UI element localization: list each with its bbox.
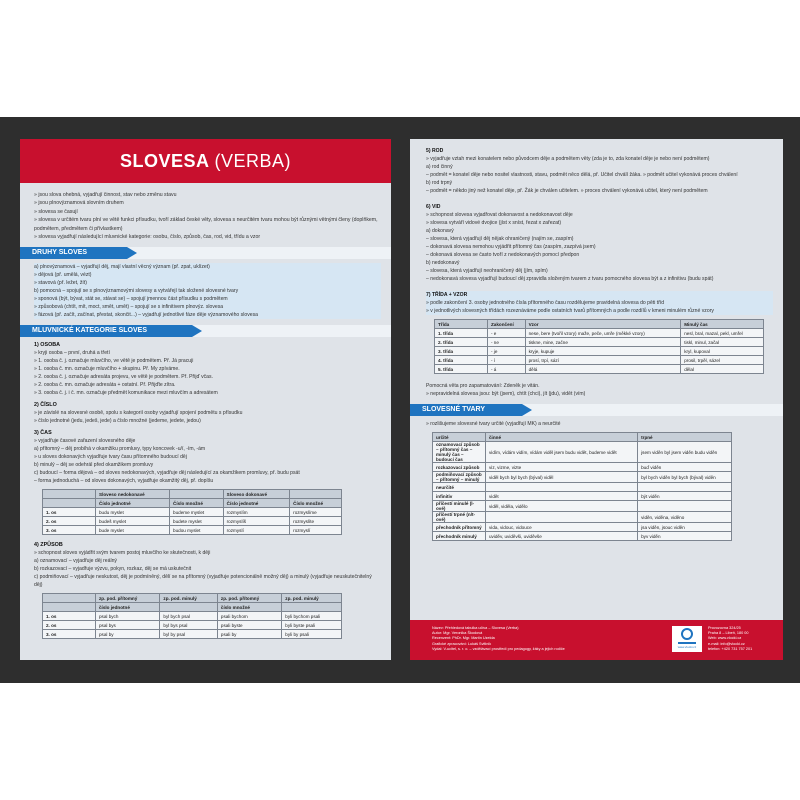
table-cell: rozmyslím: [223, 508, 290, 517]
table-cell: 1. os: [43, 508, 96, 517]
table-cell: - e: [488, 329, 526, 338]
text-line: » schopnost slovesa vyjadřovat dokonavost a nedokonavost děje: [426, 212, 573, 218]
text-line: » 2. osoba č. j. označuje adresáta projevu, ve větě je podmětem. Př. Přijď včas.: [34, 374, 213, 381]
table-cell: - je: [488, 347, 526, 356]
text-line: » slovesa vyjadřují následující mluvnické kategorie: osobu, číslo, způsob, čas, rod, vid, třídu a vzor: [34, 234, 261, 241]
table-cell: psal by: [96, 630, 160, 639]
table-cell: budete myslet: [170, 517, 224, 526]
mnemonic-note: [426, 382, 773, 398]
publisher-logo: [672, 626, 702, 652]
text-line: Autor: Mgr. Veronika Škodová: [432, 631, 483, 636]
verb-forms-table: [432, 432, 732, 541]
table-row: [435, 329, 764, 338]
left-page: [20, 139, 391, 660]
table-cell: Číslo jednotné: [223, 499, 290, 508]
table-row: [433, 501, 732, 512]
text-line: – slovesa, která vyjadřují neohraničený děj (jím, spím): [426, 268, 548, 274]
table-row: [433, 442, 732, 463]
logo-circle-icon: [681, 628, 693, 640]
table-row: [433, 512, 732, 523]
text-line: a) oznamovací – vyjadřuje děj reálný: [34, 558, 117, 565]
table-cell: [170, 490, 224, 499]
text-line: Web: www.vlocki.cz: [708, 636, 742, 641]
text-line: » vyjadřuje vztah mezi konatelem nebo původcem děje a podmětem věty (zda je to, zda konatel děje je nebo není podmětem): [426, 156, 710, 162]
table-cell: budeme myslet: [170, 508, 224, 517]
table-cell: 2. třída: [435, 338, 488, 347]
tvary-intro: » rozlišujeme slovesné tvary určité (vyjadřují MK) a neurčité: [426, 421, 561, 427]
section-tvary: [410, 404, 783, 416]
table-cell: Třída: [435, 320, 488, 329]
table-cell: byli byste psali: [282, 621, 342, 630]
table-cell: určité: [433, 433, 486, 442]
text-line: » jsou plnovýznamová slovním druhem: [34, 200, 124, 207]
text-line: a) dokonavý: [426, 228, 454, 234]
block-heading: 2) ČÍSLO: [34, 402, 57, 409]
table-cell: Zakončení: [488, 320, 526, 329]
table-cell: 3. os: [43, 630, 96, 639]
table-cell: budeš myslet: [96, 517, 170, 526]
rod-block: [426, 147, 773, 195]
table-cell: Číslo jednotné: [96, 499, 170, 508]
table-cell: viděl bych byl bych (býval) viděl: [486, 472, 638, 483]
table-row: [43, 603, 342, 612]
table-cell: [43, 603, 96, 612]
table-cell: budou myslet: [170, 526, 224, 535]
text-line: – podmět = někdo jiný než konatel děje, př. Žák je chválen učitelem. » proces chválení vykonává učitel, který není podmětem: [426, 188, 708, 194]
text-line: » slovesa v určitém tvaru plní ve větě funkci přísudku, tvoří základ české věty, slovesa s neurčitém tvaru mohou být různými větnými členy (doplňkem, podmětem, předmětem či přívlastkem): [34, 217, 378, 232]
text-line: » kryji osoba – první, druhá a třetí: [34, 350, 110, 357]
table-cell: byl bych viděn byl bych (býval) viděn: [638, 472, 732, 483]
table-cell: rozmyslíme: [290, 508, 342, 517]
text-line: telefon: +420 731 757 201: [708, 646, 753, 651]
text-line: – nedokonavá slovesa vyjadřují budoucí děj zpravidla složeným tvarem z tvaru pomocného slovesa být a z infinitivu (budu spát): [426, 276, 714, 282]
table-cell: - á: [488, 365, 526, 374]
text-line: Praha 8 – Libeň, 180 00: [708, 631, 749, 636]
text-line: – slovesa, která vyjadřují děj nějak ohraničený (najím se, zaspím): [426, 236, 574, 242]
text-line: Recenzent: PhDr. Mgr. Martin Uzelda: [432, 636, 495, 641]
text-line: » sponová (být, bývat, stát se, stávat se) – spojují jmennou část přísudku s podmětem: [34, 296, 228, 303]
table-cell: byli bychom psali: [282, 612, 342, 621]
text-line: – dokonavá slovesa se často tvoří z nedokonavých pomocí předpon: [426, 252, 580, 258]
table-row: [433, 472, 732, 483]
table-cell: rozkazovací způsob: [433, 463, 486, 472]
table-cell: 1. os: [43, 612, 96, 621]
text-line: » dějová (př. umělá, vézt): [34, 272, 92, 279]
text-line: b) pomocná – spojují se s plnovýznamovými slovesy a vytvářejí tak složené slovesné tvary: [34, 288, 239, 295]
table-cell: - ne: [488, 338, 526, 347]
table-row: [43, 594, 342, 603]
table-cell: tiskl, minul, začal: [681, 338, 764, 347]
table-cell: rozmyslíte: [290, 517, 342, 526]
table-cell: Číslo množné: [170, 499, 224, 508]
text-line: » podle zakončení 3. osoby jednotného čísla přítomného času rozdělujeme pravidelná slovesa do pěti tříd: [426, 300, 665, 306]
table-cell: vida, vidouc, vidouce: [486, 523, 638, 532]
text-line: a) přítomný – děj probíhá v okamžiku promluvy, typy koncovek -u/í, -ím, -ám: [34, 446, 206, 453]
table-cell: [290, 490, 342, 499]
table-cell: psal bych: [96, 612, 160, 621]
cas-block: [34, 429, 381, 485]
text-line: b) rozkazovací – vyjadřuje výzvu, pokyn, rozkaz, děj se má uskutečnit: [34, 566, 192, 573]
osoba-block: [34, 341, 381, 397]
table-cell: rozmyslí: [290, 526, 342, 535]
table-cell: rozmyslí: [223, 526, 290, 535]
table-row: [435, 356, 764, 365]
table-cell: vidět: [486, 492, 638, 501]
table-cell: Číslo množné: [290, 499, 342, 508]
cislo-block: [34, 401, 381, 425]
table-cell: 5. třída: [435, 365, 488, 374]
table-cell: přechodník přítomný: [433, 523, 486, 532]
text-line: b) minulý – děj se odehrál před okamžikem promluvy: [34, 462, 154, 469]
table-cell: 2. os: [43, 621, 96, 630]
table-cell: psali by: [217, 630, 281, 639]
table-cell: příčestí minulé (l-ové): [433, 501, 486, 512]
table-cell: byv viděn: [638, 532, 732, 541]
table-cell: bude myslet: [96, 526, 170, 535]
table-cell: dělal: [681, 365, 764, 374]
table-cell: [638, 501, 732, 512]
text-line: » 2. osoba č. mn. označuje adresáta + ostatní. Př. Přijďte zítra.: [34, 382, 176, 389]
table-cell: budu myslet: [96, 508, 170, 517]
contact: [708, 626, 778, 652]
text-line: » 1. osoba č. j. označuje mluvčího, ve větě je podmětem. Př. Já pracuji: [34, 358, 194, 365]
table-cell: kryje, kupuje: [525, 347, 681, 356]
table-cell: Minulý čas: [681, 320, 764, 329]
text-line: » slovesa se časují: [34, 208, 78, 215]
table-cell: zp. pod. minulý: [282, 594, 342, 603]
text-line: » vyjadřuje časové zařazení slovesného děje: [34, 438, 136, 445]
table-cell: kryl, kupoval: [681, 347, 764, 356]
table-row: [43, 499, 342, 508]
table-cell: zp. pod. minulý: [160, 594, 218, 603]
table-row: [43, 508, 342, 517]
table-row: [43, 526, 342, 535]
table-cell: jsem viděn byl jsem viděn budu viděn: [638, 442, 732, 463]
table-cell: tiskne, mine, začne: [525, 338, 681, 347]
table-cell: prosil, trpěl, sázel: [681, 356, 764, 365]
table-row: [435, 365, 764, 374]
logo-url: www.vlocki.cz: [677, 644, 697, 649]
text-line: » je závislé na slovesné osobě, spolu s kategorií osoby vyjadřují spojení podmětu s přísudku: [34, 410, 243, 417]
text-line: b) nedokonavý: [426, 260, 460, 266]
table-cell: uviděv, uviděvši, uviděvše: [486, 532, 638, 541]
text-line: Název: Přehledová tabulka učiva – Slovesa (Verba): [432, 626, 519, 630]
section-title: SLOVESNÉ TVARY: [410, 404, 522, 416]
text-line: e-mail: info@vlocki.cz: [708, 641, 745, 646]
table-cell: dělá: [525, 365, 681, 374]
logo-bar-icon: [678, 642, 696, 644]
table-cell: byl bys psal: [160, 621, 218, 630]
text-line: Pomocná věta pro zapamatování: Zdeněk je vitán.: [426, 383, 540, 389]
table-cell: být viděn: [638, 492, 732, 501]
table-cell: psal bys: [96, 621, 160, 630]
table-cell: [43, 594, 96, 603]
trida-block: [426, 291, 773, 315]
table-cell: 1. třída: [435, 329, 488, 338]
table-row: [433, 523, 732, 532]
text-line: » stavová (př. ležet, žít): [34, 280, 87, 287]
section-title: MLUVNICKÉ KATEGORIE SLOVES: [20, 325, 192, 337]
text-line: » 1. osoba č. mn. označuje mluvčího + skupinu. Př. My zpíváme.: [34, 366, 180, 373]
table-cell: nesl, bral, mazal, pekl, umřel: [681, 329, 764, 338]
right-page: [410, 139, 783, 660]
section-druhy: [20, 247, 391, 259]
publisher-footer: [410, 620, 783, 660]
table-cell: byl by psal: [160, 630, 218, 639]
zpusob-block: [34, 541, 381, 589]
table-cell: Vzor: [525, 320, 681, 329]
table-cell: psali byste: [217, 621, 281, 630]
table-cell: přechodník minulý: [433, 532, 486, 541]
block-heading: 1) OSOBA: [34, 342, 61, 349]
text-line: » nepravidelná slovesa jsou: být (jsem), chtít (chci), jít (jdu), vidět (vím): [426, 391, 586, 397]
table-cell: [638, 483, 732, 492]
text-line: Provozovna 324/25: [708, 626, 741, 630]
table-cell: neurčité: [433, 483, 486, 492]
section-mluvnicke: [20, 325, 391, 337]
table-cell: [43, 499, 96, 508]
table-row: [435, 347, 764, 356]
text-line: » fázová (př. začít, začínat, přestat, skončit...) – vyjadřují jednotlivé fáze děje významového slovesa: [34, 312, 258, 319]
table-cell: byl bych psal: [160, 612, 218, 621]
table-row: [43, 517, 342, 526]
table-cell: Sloveso dokonavé: [223, 490, 290, 499]
table-cell: 2. os: [43, 517, 96, 526]
conditional-table: [42, 593, 342, 639]
table-cell: Sloveso nedokonavé: [96, 490, 170, 499]
table-row: [435, 320, 764, 329]
vid-block: [426, 203, 773, 283]
text-line: » v jednotlivých slovesných třídách rozeznáváme podle ostatních tvarů přítomných a podle rozdílů v kmeni minulém různé vzory: [426, 308, 714, 314]
section-title: DRUHY SLOVES: [20, 247, 127, 259]
text-line: Grafické zpracování: Lukáš Svitlnik: [432, 641, 492, 646]
credits: [432, 626, 632, 652]
table-row: [43, 612, 342, 621]
text-line: Vydal: V-ucitel, s. r. o. – vzdělávací prostředí pro pedagogy, žáky a jejich rodiče: [432, 646, 565, 651]
text-line: » schopnost sloves vyjádřit svým tvarem postoj mluvčího ke skutečnosti, k ději: [34, 550, 211, 557]
text-line: » číslo jednotné (jedu, jedeš, jede) a číslo množné (jedeme, jedete, jedou): [34, 418, 201, 425]
table-cell: - í: [488, 356, 526, 365]
text-line: b) rod trpný: [426, 180, 453, 186]
table-cell: 3. os: [43, 526, 96, 535]
table-cell: [43, 490, 96, 499]
text-line: – podmět = konatel děje nebo nositel vlastnosti, stavu, podmět něco dělá, př. Učitel chválí žáka. » podmět učitel vykonává proces chválení: [426, 172, 738, 178]
table-cell: [486, 483, 638, 492]
table-cell: činné: [486, 433, 638, 442]
table-cell: buď viděn: [638, 463, 732, 472]
table-cell: [282, 603, 342, 612]
table-cell: 3. třída: [435, 347, 488, 356]
druhy-list: [34, 263, 381, 319]
text-line: » u sloves dokonavých vyjadřuje tvary času přítomného budoucí děj: [34, 454, 187, 461]
table-row: [433, 532, 732, 541]
table-row: [43, 621, 342, 630]
text-line: » slovesa vytváří vidové dvojice (jíst x sníst, řezat x zařezat): [426, 220, 562, 226]
table-cell: vidím, vídám vidím, vídám viděl jsem budu vidět, budeme vidět: [486, 442, 638, 463]
table-cell: nese, bere (tvořil vzory) maže, peče, umře (měkké vzory): [525, 329, 681, 338]
table-cell: jsa viděn, jsouc viděn: [638, 523, 732, 532]
table-cell: trpné: [638, 433, 732, 442]
table-cell: viděl, viděla, vidělo: [486, 501, 638, 512]
block-heading: 3) ČAS: [34, 430, 52, 437]
table-cell: podmiňovací způsob – přítomný – minulý: [433, 472, 486, 483]
block-heading: 6) VID: [426, 204, 441, 210]
text-line: – forma jednoduchá – od sloves dokonavých, vyjadřuje okamžitý děj, př. dopíšu: [34, 478, 214, 485]
table-cell: zp. pod. přítomný: [96, 594, 160, 603]
text-line: » 3. osoba č. j. i č. mn. označuje předmět komunikace mezi mluvčím a adresátem: [34, 390, 218, 397]
table-cell: oznamovací způsob – přítomný čas – minulý čas – budoucí čas: [433, 442, 486, 463]
table-cell: [160, 603, 218, 612]
table-row: [433, 463, 732, 472]
future-tense-table: [42, 489, 342, 535]
verb-class-table: [434, 319, 764, 374]
table-cell: číslo jednotné: [96, 603, 160, 612]
intro-list: [34, 191, 381, 241]
table-row: [433, 433, 732, 442]
table-cell: prosí, trpí, sází: [525, 356, 681, 365]
table-cell: viděn, viděna, viděno: [638, 512, 732, 523]
table-cell: 4. třída: [435, 356, 488, 365]
table-cell: zp. pod. přítomný: [217, 594, 281, 603]
text-line: c) podmiňovací – vyjadřuje neskutost, děj je podmíněný, dělí se na přítomný (vyjadřuje potencionálně možný děj) a minulý (vyjadřuje neuskutečnitelný děj): [34, 574, 372, 589]
table-cell: číslo množné: [217, 603, 281, 612]
table-cell: [486, 512, 638, 523]
table-cell: byli by psali: [282, 630, 342, 639]
table-cell: rozmyslíš: [223, 517, 290, 526]
table-cell: infinitiv: [433, 492, 486, 501]
table-cell: viz, vizme, vizte: [486, 463, 638, 472]
table-row: [433, 483, 732, 492]
table-cell: příčestí trpné (n/t-ové): [433, 512, 486, 523]
table-row: [435, 338, 764, 347]
page-title: SLOVESA (VERBA): [20, 139, 391, 183]
block-heading: 5) ROD: [426, 148, 444, 154]
table-cell: psali bychom: [217, 612, 281, 621]
text-line: – dokonavá slovesa nemohou vyjádřit přítomný čas (zaspím, zazpívá jsem): [426, 244, 596, 250]
block-heading: 7) TŘÍDA + VZOR: [426, 292, 468, 298]
text-line: c) budoucí – forma dějová – od sloves nedokonavých, vyjadřuje děj následující za okamžikem promluvy, př. budu psát: [34, 470, 300, 477]
table-row: [43, 490, 342, 499]
text-line: a) plnovýznamová – vyjadřují děj, mají vlastní věcný význam (př. zpat, uklízet): [34, 264, 210, 271]
text-line: a) rod činný: [426, 164, 453, 170]
block-heading: 4) ZPŮSOB: [34, 542, 63, 549]
text-line: » jsou slova ohebná, vyjadřují činnost, stav nebo změnu stavu: [34, 192, 177, 198]
table-row: [433, 492, 732, 501]
text-line: » způsobová (chtít, mít, moct, smět, umět) – spojují se s infinitivem plnovýz. slovesa: [34, 304, 224, 311]
table-row: [43, 630, 342, 639]
